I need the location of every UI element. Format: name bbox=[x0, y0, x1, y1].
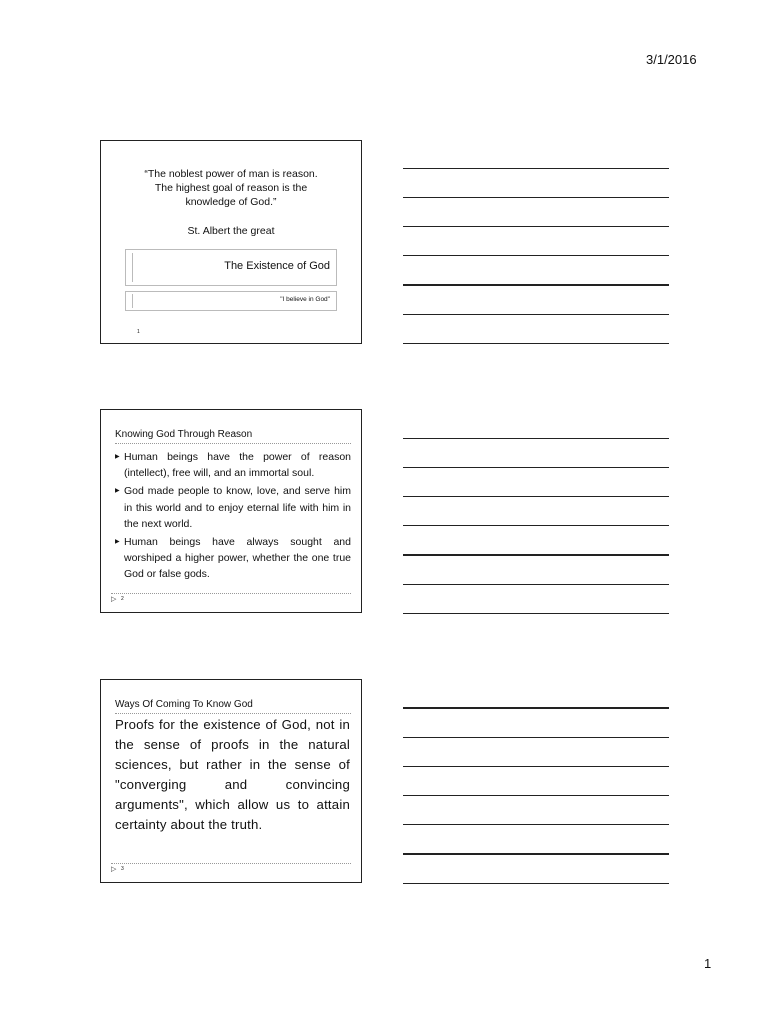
slide-marker-icon: ▷ bbox=[111, 866, 117, 873]
note-line bbox=[403, 284, 669, 286]
quote-line-1: “The noblest power of man is reason. bbox=[144, 168, 318, 180]
note-line bbox=[403, 737, 669, 738]
note-line bbox=[403, 467, 669, 468]
slide-2-footer bbox=[111, 593, 351, 603]
note-line bbox=[403, 584, 669, 585]
bullet-item: ▶ Human beings have always sought and worshiped a higher power, whether the one true God or false gods. bbox=[115, 534, 351, 583]
bullet-item: ▶ God made people to know, love, and serve him in this world and to enjoy eternal life with him in the next world. bbox=[115, 483, 351, 532]
note-line bbox=[403, 824, 669, 825]
note-line bbox=[403, 613, 669, 614]
slide-1-subtitle: "I believe in God" bbox=[280, 296, 330, 303]
note-line bbox=[403, 197, 669, 198]
slide-3-number: 3 bbox=[121, 866, 124, 872]
quote-line-3: knowledge of God.” bbox=[185, 196, 277, 208]
note-line bbox=[403, 343, 669, 344]
note-line bbox=[403, 226, 669, 227]
slide-1-title-box bbox=[125, 249, 337, 286]
note-line bbox=[403, 168, 669, 169]
slide-1-thumbnail bbox=[100, 140, 362, 344]
slide-2-title: Knowing God Through Reason bbox=[115, 429, 351, 444]
note-line bbox=[403, 707, 669, 709]
slide-3-footer bbox=[111, 863, 351, 873]
slide-2-number: 2 bbox=[121, 596, 124, 602]
note-line bbox=[403, 883, 669, 884]
slide-3-thumbnail bbox=[100, 679, 362, 883]
note-line bbox=[403, 554, 669, 556]
slide-2-thumbnail bbox=[100, 409, 362, 613]
note-line bbox=[403, 853, 669, 855]
page-date: 3/1/2016 bbox=[646, 52, 697, 67]
bullet-item: ▶ Human beings have the power of reason (intellect), free will, and an immortal soul. bbox=[115, 449, 351, 481]
page-number: 1 bbox=[704, 956, 712, 971]
slide-3-body: Proofs for the existence of God, not in the sense of proofs in the natural sciences, but rather in the sense of "converging and convincing arguments", which allow us to attain certainty about the truth. bbox=[115, 717, 350, 832]
slide-3-title: Ways Of Coming To Know God bbox=[115, 699, 351, 714]
slide-1-quote bbox=[101, 167, 361, 209]
slide-marker-icon: ▷ bbox=[111, 596, 117, 603]
slide-1-title: The Existence of God bbox=[224, 260, 330, 272]
note-line bbox=[403, 255, 669, 256]
quote-author: St. Albert the great bbox=[187, 225, 275, 237]
slide-1-subtitle-box bbox=[125, 291, 337, 311]
quote-line-2: The highest goal of reason is the bbox=[154, 182, 308, 194]
note-line bbox=[403, 314, 669, 315]
note-line bbox=[403, 766, 669, 767]
note-line bbox=[403, 525, 669, 526]
slide-1-number: 1 bbox=[137, 329, 140, 335]
note-line bbox=[403, 438, 669, 439]
slide-2-bullet-list bbox=[115, 449, 351, 585]
note-line bbox=[403, 795, 669, 796]
note-line bbox=[403, 496, 669, 497]
